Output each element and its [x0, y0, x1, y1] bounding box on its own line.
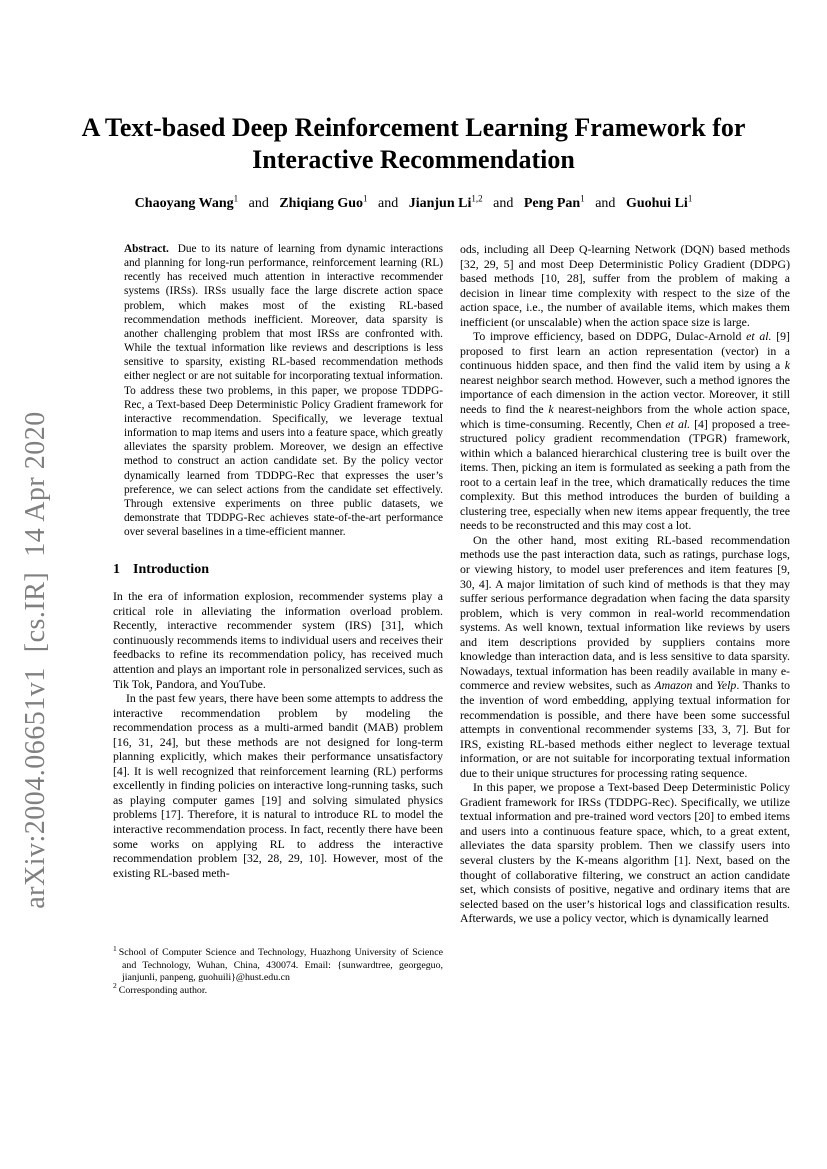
- author-affiliation-sup: 1: [580, 193, 585, 204]
- section-number: 1: [113, 562, 120, 578]
- footnote-marker: 1: [113, 944, 117, 954]
- author: [408, 193, 483, 211]
- footnote-text: Corresponding author.: [118, 984, 208, 996]
- footnotes: [113, 944, 443, 997]
- body-paragraph: ods, including all Deep Q-learning Network (DQN) based methods [32, 29, 5] and most Deep Deterministic Policy Gradient (DDPG) based methods [10, 28], suffer from the problem of making a decision in linear time complexity with respect to the size of the action space, i.e., the number of available items, which makes them inefficient (or unscalable) when the action space size is large.: [460, 242, 790, 329]
- two-column-body: [113, 242, 790, 997]
- paper-title: A Text-based Deep Reinforcement Learning Framework for Interactive Recommendation: [81, 113, 746, 174]
- author-separator: and: [595, 196, 616, 211]
- author-name: Zhiqiang Guo: [279, 196, 363, 211]
- author-name: Chaoyang Wang: [134, 196, 234, 211]
- arxiv-watermark: arXiv:2004.06651v1 [cs.IR] 14 Apr 2020: [20, 411, 51, 909]
- body-paragraph: On the other hand, most exiting RL-based recommendation methods use the past interaction data, such as ratings, purchase logs, or viewing history, to model user preferences and item features [9, 30, 4]. A major limitation of such kind of methods is that they may suffer serious performance degradation when facing the data sparsity problem, which is very common in real-world recommendation systems. As well known, textual information like reviews by users and item descriptions provided by suppliers contains more knowledge than interaction data, and is less sensitive to data sparsity. Nowadays, textual information has been readily available in many e-commerce and review websites, such as Amazon and Yelp. Thanks to the invention of word embedding, applying textual information for recommendation is possible, and there have been some successful attempts in conventional recommender systems [33, 3, 7]. But for IRS, existing RL-based methods either neglect to leverage textual information, or are not suitable for incorporating textual information due to their unique structures for processing rating sequence.: [460, 532, 790, 780]
- footnote-corresponding-author: [113, 981, 443, 997]
- author-affiliation-sup: 1,2: [471, 193, 483, 204]
- abstract-label: Abstract.: [124, 243, 169, 255]
- author: [625, 193, 693, 211]
- author: [523, 193, 585, 211]
- author-separator: and: [378, 196, 399, 211]
- footnote-text: School of Computer Science and Technology, Huazhong University of Science and Technology, Wuhan, China, 430074. Email: {sunwardtree, georgeguo, jianjunli, panpeng, guohuili}@hust.edu.cn: [118, 947, 443, 984]
- author-line: [0, 193, 827, 212]
- author-separator: and: [248, 196, 269, 211]
- author-name: Peng Pan: [523, 196, 581, 211]
- author: [279, 193, 368, 211]
- author: [134, 193, 239, 211]
- section-heading-introduction: [113, 562, 443, 578]
- author-name: Jianjun Li: [408, 196, 472, 211]
- author-affiliation-sup: 1: [687, 193, 693, 204]
- abstract: [124, 242, 443, 539]
- body-paragraph: In the era of information explosion, recommender systems play a critical role in alleviating the information overload problem. Recently, interactive recommender system (IRS) [31], which continuously recommends items to individual users and receives their feedbacks to refine its recommendation policy, has received much attention and plays an important role in personalized services, such as Tik Tok, Pandora, and YouTube.: [113, 589, 443, 691]
- abstract-text: Due to its nature of learning from dynamic interactions and planning for long-run performance, reinforcement learning (RL) recently has received much attention in interactive recommender systems (IRSs). IRSs usually face the large discrete action space problem, which makes most of the existing RL-based recommendation methods inefficient. Moreover, data sparsity is another challenging problem that most IRSs are confronted with. While the textual information like reviews and descriptions is less sensitive to sparsity, existing RL-based recommendation methods either neglect or are not suitable for incorporating textual information. To address these two problems, in this paper, we propose TDDPG-Rec, a Text-based Deep Deterministic Policy Gradient framework for interactive recommendation. Specifically, we leverage textual information to map items and users into a feature space, which greatly alleviates the sparsity problem. Moreover, we design an effective method to construct an action candidate set. By the policy vector dynamically learned from TDDPG-Rec that expresses the user’s preference, we can select actions from the candidate set effectively. Through extensive experiments on three public datasets, we demonstrate that TDDPG-Rec achieves state-of-the-art performance over several baselines in a time-efficient manner.: [124, 243, 443, 539]
- author-affiliation-sup: 1: [363, 193, 368, 204]
- body-paragraph: To improve efficiency, based on DDPG, Dulac-Arnold et al. [9] proposed to first learn an action representation (vector) in a continuous hidden space, and then find the valid item by using a k nearest neighbor search method. However, such a method ignores the importance of each dimension in the action vector. Moreover, it still needs to find the k nearest-neighbors from the whole action space, which is time-consuming. Recently, Chen et al. [4] proposed a tree-structured policy gradient recommendation (TPGR) framework, within which a balanced hierarchical clustering tree is built over the items. Then, picking an item is formulated as seeking a path from the root to a certain leaf in the tree, which dramatically reduces the time complexity. But this method introduces the burden of building a clustering tree, especially when new items appear frequently, the tree needs to be reconstructed and this may cost a lot.: [460, 329, 790, 533]
- section-title: Introduction: [133, 562, 209, 578]
- author-affiliation-sup: 1: [233, 193, 239, 204]
- footnote-affiliation: [113, 944, 443, 984]
- author-separator: and: [493, 196, 514, 211]
- paper-header: [0, 0, 827, 212]
- author-name: Guohui Li: [625, 196, 688, 211]
- footnote-marker: 2: [113, 981, 117, 991]
- left-column: [113, 242, 443, 997]
- body-paragraph: In this paper, we propose a Text-based Deep Deterministic Policy Gradient framework for IRSs (TDDPG-Rec). Specifically, we utilize textual information and pre-trained word vectors [20] to embed items and users into a continuous feature space, which, to a great extent, alleviates the data sparsity problem. Then we classify users into several clusters by the K-means algorithm [1]. Next, based on the thought of collaborative filtering, we construct an action candidate set, which consists of positive, negative and ordinary items that are selected based on the user’s historical logs and classification results. Afterwards, we use a policy vector, which is dynamically learned: [460, 780, 790, 926]
- right-column: [460, 242, 790, 997]
- body-paragraph: In the past few years, there have been some attempts to address the interactive recommendation problem by modeling the recommendation process as a multi-armed bandit (MAB) problem [16, 31, 24], but these methods are not designed for long-term planning explicitly, which makes their performance unsatisfactory [4]. It is well recognized that reinforcement learning (RL) performs excellently in finding policies on interactive long-running tasks, such as playing computer games [19] and solving simulated physics problems [17]. Therefore, it is natural to introduce RL to model the interactive recommendation process. In fact, recently there have been some works on applying RL to address the interactive recommendation problem [32, 28, 29, 10]. However, most of the existing RL-based meth-: [113, 691, 443, 880]
